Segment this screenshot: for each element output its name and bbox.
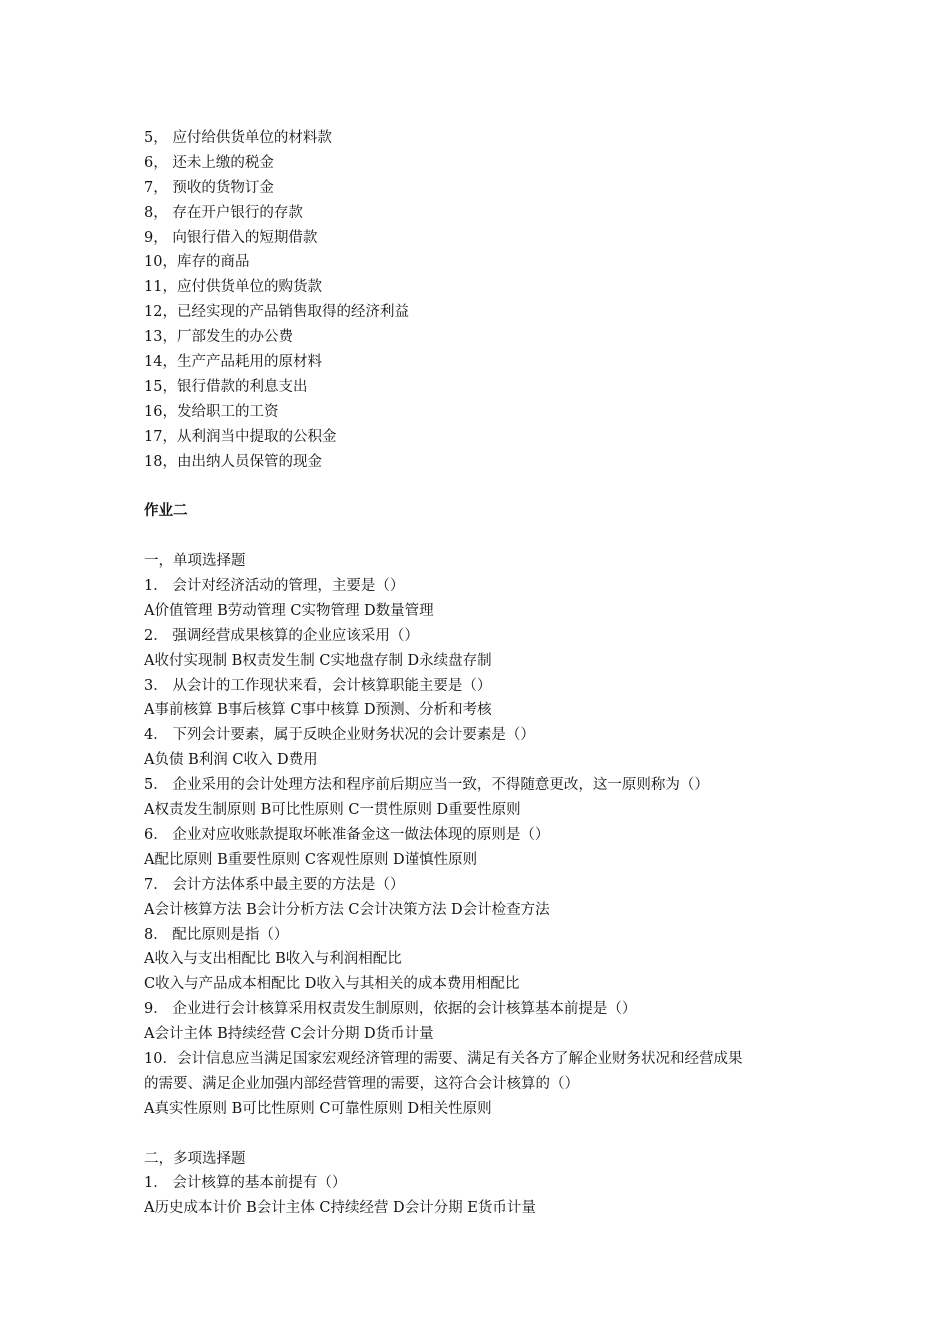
question-line: 2． 强调经营成果核算的企业应该采用（） (144, 627, 419, 644)
options-line: A会计核算方法 B会计分析方法 C会计决策方法 D会计检查方法 (144, 901, 550, 918)
top-list (144, 126, 824, 474)
section-single-choice (144, 549, 824, 1121)
options-line: A收入与支出相配比 B收入与利润相配比 (144, 951, 402, 968)
options-line: A权责发生制原则 B可比性原则 C一贯性原则 D重要性原则 (144, 802, 521, 819)
question-line: 10．会计信息应当满足国家宏观经济管理的需要、满足有关各方了解企业财务状况和经营成果 (144, 1050, 743, 1067)
list-item: 7， 预收的货物订金 (144, 179, 274, 196)
section-title: 一，单项选择题 (144, 553, 246, 570)
question-line: 4． 下列会计要素，属于反映企业财务状况的会计要素是（） (144, 727, 535, 744)
document-content (144, 126, 824, 1221)
list-item: 17，从利润当中提取的公积金 (144, 428, 337, 445)
question-line: 6． 企业对应收账款提取坏帐准备金这一做法体现的原则是（） (144, 826, 550, 843)
question-line: 9． 企业进行会计核算采用权责发生制原则，依据的会计核算基本前提是（） (144, 1001, 637, 1018)
section-title: 二，多项选择题 (144, 1150, 246, 1167)
list-item: 12，已经实现的产品销售取得的经济利益 (144, 304, 409, 321)
options-line: A会计主体 B持续经营 C会计分期 D货币计量 (144, 1026, 434, 1043)
question-line: 8． 配比原则是指（） (144, 926, 289, 943)
options-line: A事前核算 B事后核算 C事中核算 D预测、分析和考核 (144, 702, 492, 719)
spacer (144, 524, 824, 549)
question-line: 1． 会计对经济活动的管理，主要是（） (144, 578, 405, 595)
options-line: A负债 B利润 C收入 D费用 (144, 752, 318, 769)
options-line: A真实性原则 B可比性原则 C可靠性原则 D相关性原则 (144, 1100, 492, 1117)
options-line: A配比原则 B重要性原则 C客观性原则 D谨慎性原则 (144, 851, 478, 868)
question-line: 7． 会计方法体系中最主要的方法是（） (144, 876, 405, 893)
options-line: C收入与产品成本相配比 D收入与其相关的成本费用相配比 (144, 976, 520, 993)
options-line: A历史成本计价 B会计主体 C持续经营 D会计分期 E货币计量 (144, 1200, 536, 1217)
question-line: 1． 会计核算的基本前提有（） (144, 1175, 347, 1192)
options-line: A收付实现制 B权责发生制 C实地盘存制 D永续盘存制 (144, 652, 492, 669)
list-item: 6， 还未上缴的税金 (144, 154, 274, 171)
spacer (144, 1122, 824, 1147)
question-line: 3． 从会计的工作现状来看，会计核算职能主要是（） (144, 677, 492, 694)
list-item: 13，厂部发生的办公费 (144, 329, 293, 346)
options-line: A价值管理 B劳动管理 C实物管理 D数量管理 (144, 602, 434, 619)
list-item: 5， 应付给供货单位的材料款 (144, 130, 332, 146)
homework-title: 作业二 (144, 503, 188, 520)
list-item: 11，应付供货单位的购货款 (144, 279, 322, 296)
list-item: 15，银行借款的利息支出 (144, 378, 308, 395)
list-item: 16，发给职工的工资 (144, 403, 279, 420)
list-item: 10，库存的商品 (144, 254, 250, 271)
spacer (144, 474, 824, 499)
list-item: 14，生产产品耗用的原材料 (144, 354, 322, 371)
question-line-continued: 的需要、满足企业加强内部经营管理的需要，这符合会计核算的（） (144, 1075, 579, 1092)
section-multiple-choice (144, 1147, 824, 1222)
list-item: 9， 向银行借入的短期借款 (144, 229, 318, 246)
question-line: 5． 企业采用的会计处理方法和程序前后期应当一致，不得随意更改，这一原则称为（） (144, 777, 709, 794)
list-item: 18，由出纳人员保管的现金 (144, 453, 322, 470)
list-item: 8， 存在开户银行的存款 (144, 204, 303, 221)
